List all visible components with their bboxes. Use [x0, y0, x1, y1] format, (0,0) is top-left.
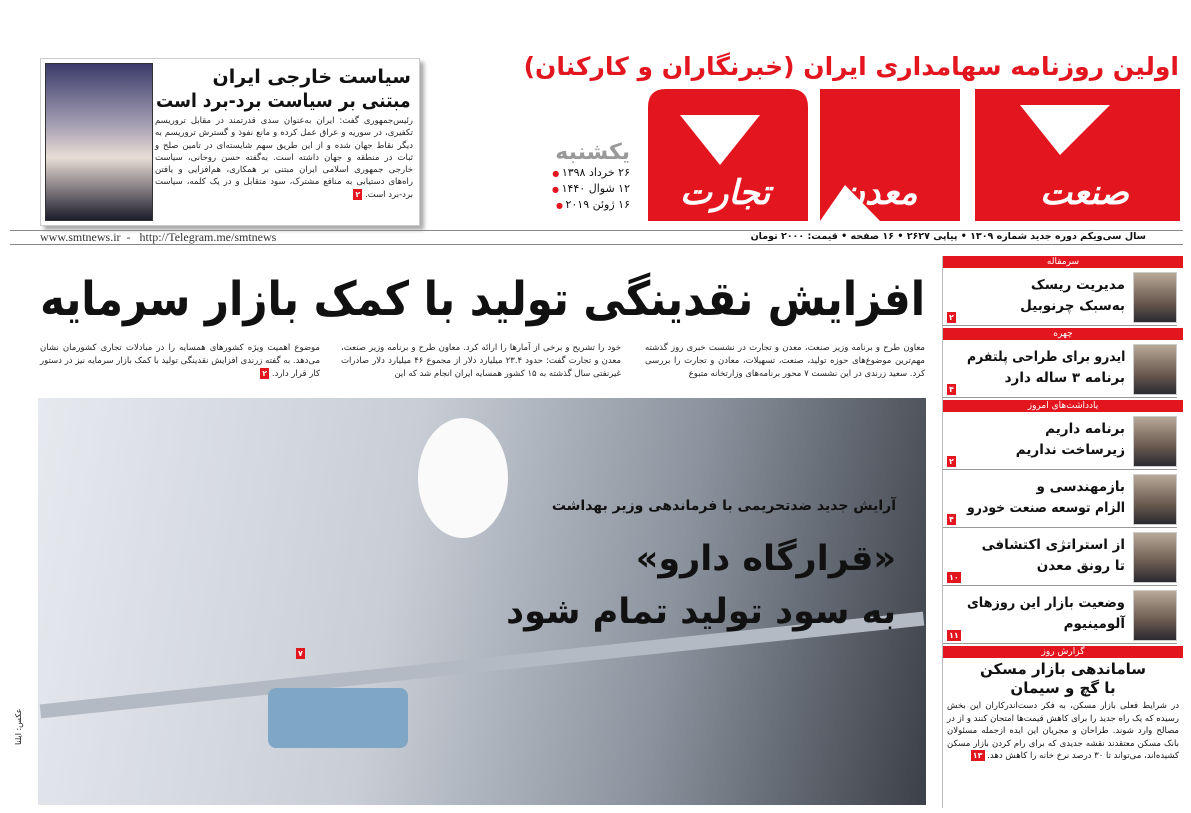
- article-column-1: معاون طرح و برنامه وزیر صنعت، معدن و تجارت در نشست خبری روز گذشته مهم‌ترین موضوع‌های حوزه تولید، صنعت، تسهیلات، معادن و تجارت را بررسی کرد. سعید زرندی در این نشست ۷ محور برنامه‌های وزارتخانه متبوع: [645, 343, 925, 379]
- page-ref: ۷: [298, 649, 303, 658]
- lead-title-text: سیاست خارجی ایران: [212, 66, 411, 88]
- web-links[interactable]: www.smtnews.ir - http://Telegram.me/smtnews: [40, 230, 277, 244]
- report-title-line2: با گچ و سیمان: [1010, 679, 1116, 697]
- masthead-tagline: اولین روزنامه سهامداری ایران (خبرنگاران و کارکنان): [523, 52, 1179, 81]
- author-photo: [1133, 272, 1177, 323]
- newspaper-logo: [640, 85, 1182, 225]
- article-column-3-text: موضوع اهمیت ویژه کشورهای همسایه را در مبادلات تجاری کشورمان نشان می‌دهد. به گفته زرندی افزایش نقدینگی تولید با کمک بازار سرمایه نیز در دستور کار قرار دارد.: [40, 343, 320, 379]
- bottle: [268, 688, 408, 748]
- photo-kicker-text: آرایش جدید ضدتحریمی با فرماندهی وزیر بهداشت: [551, 498, 896, 514]
- page-ref: ۲: [262, 369, 268, 378]
- item-title: تا رونق معدن: [1036, 558, 1125, 574]
- page-ref: ۲: [949, 313, 954, 322]
- report-body: [943, 698, 1183, 763]
- date-gregorian: ۱۶ ژوئن ۲۰۱۹ ●: [530, 197, 630, 213]
- logo-word-sanat: صنعت: [1040, 173, 1129, 213]
- logo-word-tejarat: تجارت: [680, 173, 771, 213]
- lead-photo: [45, 63, 153, 221]
- item-title: مدیریت ریسک: [1030, 277, 1125, 293]
- sidebar-item[interactable]: [943, 342, 1177, 398]
- item-title: آلومینیوم: [1063, 616, 1125, 632]
- page-ref: ۱۱: [949, 631, 959, 640]
- lead-body: [155, 115, 413, 201]
- page-ref: ۲: [949, 457, 954, 466]
- lead-story[interactable]: [40, 58, 420, 226]
- sidebar: [942, 256, 1183, 808]
- page-ref: ۱۳: [972, 751, 983, 760]
- sidebar-item[interactable]: [943, 472, 1177, 528]
- date-solar: ۲۶ خرداد ۱۳۹۸ ●: [530, 165, 630, 181]
- date-lunar: ۱۲ شوال ۱۴۴۰ ●: [530, 181, 630, 197]
- author-photo: [1133, 532, 1177, 583]
- photo-kicker: [296, 498, 896, 514]
- lead-body-text: رئیس‌جمهوری گفت: ایران به‌عنوان سدی قدرتمند در مقابل تروریسم تکفیری، در سوریه و عراق عمل کرده و مانع نفوذ و گسترش تروریسم به دیگر نقاط جهان شده و از این طریق سهم شایسته‌ای در تامین صلح و ثبات در منطقه و جهان داشته است. به‌گفته حسن روحانی، سیاست خارجی جمهوری اسلامی ایران مبتنی بر همکاری، هم‌افزایی و یافتن راه‌های دستیابی به منافع مشترک، سود متقابل و در یک کلمه، سیاست برد-برد است.: [155, 116, 413, 200]
- worker-figure: [418, 418, 508, 538]
- item-title: برنامه داریم: [1045, 421, 1125, 437]
- lead-title-text-line2: مبتنی بر سیاست برد-برد است: [156, 90, 411, 112]
- photo-headline[interactable]: [296, 533, 896, 659]
- author-photo: [1133, 474, 1177, 525]
- section-notes: یادداشت‌های امروز: [943, 400, 1183, 412]
- article-column-2: خود را تشریح و برخی از آمارها را ارائه کرد. معاون طرح و برنامه وزیر صنعت، معدن و تجارت گفت: حدود ۲۳.۴ میلیارد دلار از مجموع ۴۶ میلیارد دلار صادرات غیرنفتی سال گذشته به ۱۵ کشور همسایه ایران انجام شد که این: [341, 343, 621, 379]
- item-title: برنامه ۳ ساله دارد: [1004, 370, 1125, 386]
- author-photo: [1133, 416, 1177, 467]
- photo-credit: عکس: ایلنا: [14, 708, 23, 745]
- report-body-text: در شرایط فعلی بازار مسکن، به فکر دست‌اندرکاران این بخش رسیده که یک راه جدید را برای کاهش قیمت‌ها امتحان کنند و از در مصالح وارد شوند. طراحان و مجریان این ایده ازجمله مسئولان بانک مسکن معتقدند نقشه جدیدی که برای رام کردن بازار مسکن کشیده‌اند، می‌تواند تا ۳۰ درصد نرخ خانه را کاهش دهد.: [947, 701, 1179, 761]
- section-face: چهره: [943, 328, 1183, 340]
- date-block: [530, 140, 630, 213]
- photo-headline-line1: «قرارگاه دارو»: [635, 539, 896, 579]
- report-title-line1: ساماندهی بازار مسکن: [979, 660, 1147, 678]
- item-title: به‌سبک چرنوبیل: [1020, 298, 1125, 314]
- report-title[interactable]: [943, 660, 1183, 698]
- item-title: از استراتژی اکتشافی: [981, 537, 1125, 553]
- author-photo: [1133, 590, 1177, 641]
- page-ref: ۴: [949, 515, 954, 524]
- photo-headline-line2: به سود تولید تمام شود: [506, 592, 896, 632]
- sidebar-item[interactable]: [943, 414, 1177, 470]
- sidebar-item[interactable]: [943, 588, 1177, 644]
- sidebar-item[interactable]: [943, 530, 1177, 586]
- author-photo: [1133, 344, 1177, 395]
- logo-word-madan: معدن: [840, 173, 918, 213]
- day-name: یکشنبه: [555, 140, 630, 165]
- lead-title[interactable]: [156, 65, 411, 113]
- section-report: گزارش روز: [943, 646, 1183, 658]
- main-headline-text: افزایش نقدینگی تولید با کمک بازار سرمایه: [40, 272, 925, 327]
- item-title: الزام توسعه صنعت خودرو: [966, 500, 1125, 516]
- article-column-3: [40, 342, 320, 381]
- item-title: زیرساخت نداریم: [1015, 442, 1125, 458]
- section-editorial: سرمقاله: [943, 256, 1183, 268]
- item-title: بازمهندسی و: [1036, 479, 1125, 495]
- item-title: وضعیت بازار این روزهای: [967, 595, 1125, 611]
- sidebar-item[interactable]: [943, 270, 1177, 326]
- page-ref: ۱۰: [949, 573, 959, 582]
- main-headline[interactable]: [40, 265, 925, 335]
- issue-info: سال سی‌ویکم دوره جدید شماره ۱۳۰۹ • پیاپی ۲۶۲۷ • ۱۶ صفحه • قیمت: ۲۰۰۰ تومان: [750, 231, 1146, 242]
- page-ref: ۲: [355, 189, 361, 199]
- page-ref: ۴: [949, 385, 954, 394]
- item-title: ایدرو برای طراحی پلتفرم: [966, 349, 1125, 365]
- lab-photo: [38, 398, 926, 805]
